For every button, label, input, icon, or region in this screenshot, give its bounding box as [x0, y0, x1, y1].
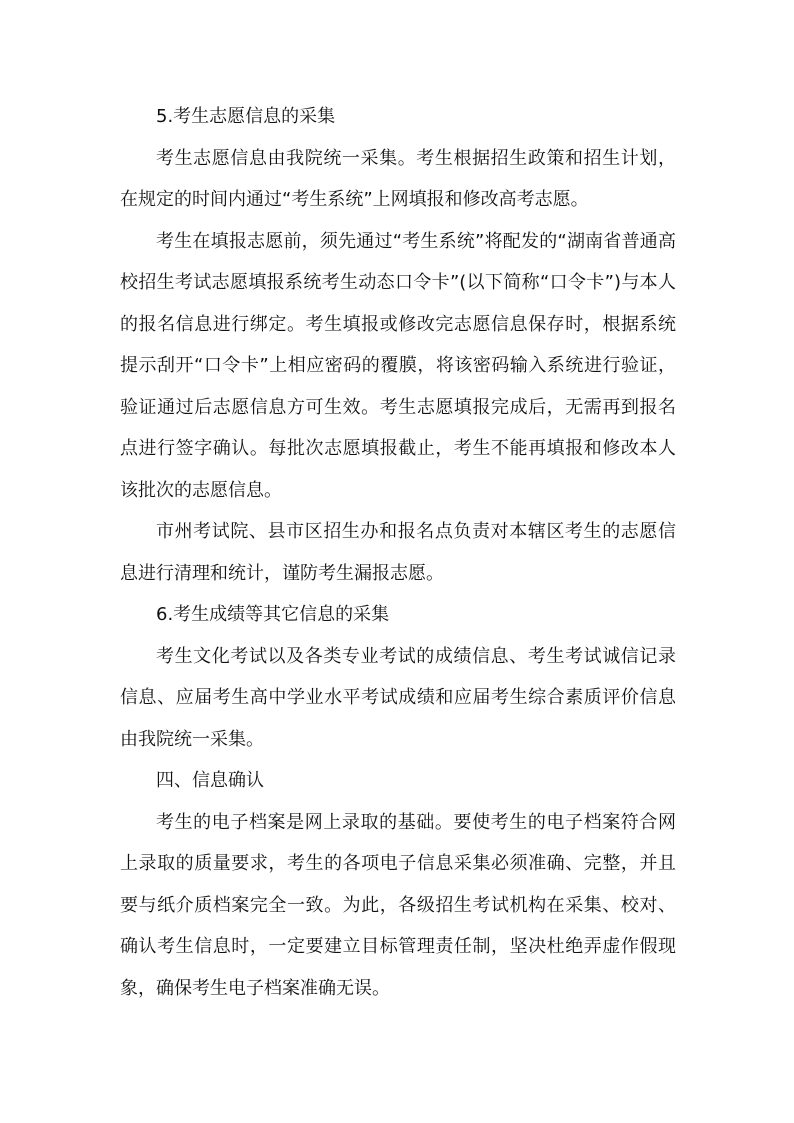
paragraph-score-collection: 考生文化考试以及各类专业考试的成绩信息、考生考试诚信记录信息、应届考生高中学业水平考试成绩和应届考生综合素质评价信息由我院统一采集。	[120, 645, 676, 750]
paragraph-info-confirmation: 考生的电子档案是网上录取的基础。要使考生的电子档案符合网上录取的质量要求，考生的各项电子信息采集必须准确、完整，并且要与纸介质档案完全一致。为此，各级招生考试机构在采集、校对、确认考生信息时，一定要建立目标管理责任制，坚决杜绝弄虚作假现象，确保考生电子档案准确无误。	[120, 811, 676, 999]
document-body	[120, 96, 676, 1009]
paragraph-statistics: 市州考试院、县市区招生办和报名点负责对本辖区考生的志愿信息进行清理和统计，谨防考生漏报志愿。	[120, 521, 676, 584]
section-heading-4: 四、信息确认	[156, 770, 264, 791]
section-heading-6: 6.考生成绩等其它信息的采集	[156, 604, 390, 625]
paragraph-volunteer-collection: 考生志愿信息由我院统一采集。考生根据招生政策和招生计划，在规定的时间内通过“考生系统”上网填报和修改高考志愿。	[120, 147, 676, 210]
paragraph-password-card: 考生在填报志愿前，须先通过“考生系统”将配发的“湖南省普通高校招生考试志愿填报系统考生动态口令卡”(以下简称“口令卡”)与本人的报名信息进行绑定。考生填报或修改完志愿信息保存时，根据系统提示刮开“口令卡”上相应密码的覆膜，将该密码输入系统进行验证，验证通过后志愿信息方可生效。考生志愿填报完成后，无需再到报名点进行签字确认。每批次志愿填报截止，考生不能再填报和修改本人该批次的志愿信息。	[120, 230, 676, 501]
section-heading-5: 5.考生志愿信息的采集	[156, 106, 336, 127]
